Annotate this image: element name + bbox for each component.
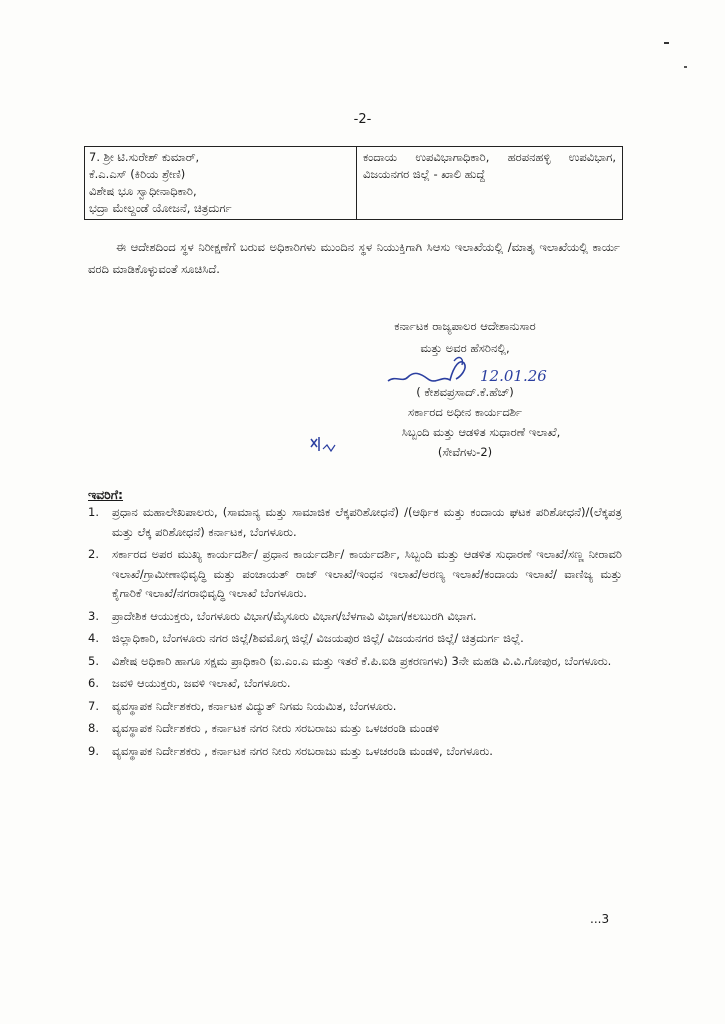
list-item: 1. ಪ್ರಧಾನ ಮಹಾಲೇಖಪಾಲರು, (ಸಾಮಾನ್ಯ ಮತ್ತು ಸಾಮಾಜಿಕ ಲೆಕ್ಕಪರಿಶೋಧನೆ) /(ಆರ್ಥಿಕ ಮತ್ತು ಕಂದಾಯ ಘಟಕ ಪರಿಶೋಧನೆ)/(ಲೆಕ್ಕಪತ್ರ ಮತ್ತು ಲೆಕ್ಕ ಪರಿಶೋಧನೆ) ಕರ್ನಾಟಕ, ಬೆಂಗಳೂರು. bbox=[88, 505, 622, 539]
officer-line-4: ಭದ್ರಾ ಮೇಲ್ದಂಡೆ ಯೋಜನೆ, ಚಿತ್ರದುರ್ಗ bbox=[89, 201, 232, 215]
recipients-list bbox=[88, 503, 622, 764]
list-item: 9. ವ್ಯವಸ್ಥಾಪಕ ನಿರ್ದೇಶಕರು , ಕರ್ನಾಟಕ ನಗರ ನೀರು ಸರಬರಾಜು ಮತ್ತು ಒಳಚರಂಡಿ ಮಂಡಳಿ, ಬೆಂಗಳೂರು. bbox=[88, 743, 493, 758]
list-item: 4. ಜಿಲ್ಲಾಧಿಕಾರಿ, ಬೆಂಗಳೂರು ನಗರ ಜಿಲ್ಲೆ/ಶಿವಮೊಗ್ಗ ಜಿಲ್ಲೆ/ ವಿಜಯಪುರ ಜಿಲ್ಲೆ/ ವಿಜಯನಗರ ಜಿಲ್ಲೆ/ ಚಿತ್ರದುರ್ಗ ಜಿಲ್ಲೆ. bbox=[88, 631, 524, 645]
officer-line-2: ಕೆ.ಎ.ಎಸ್ (ಕಿರಿಯ ಶ್ರೇಣಿ) bbox=[89, 167, 186, 181]
order-paragraph: ಈ ಆದೇಶದಿಂದ ಸ್ಥಳ ನಿರೀಕ್ಷಣೆಗೆ ಬರುವ ಅಧಿಕಾರಿಗಳು ಮುಂದಿನ ಸ್ಥಳ ನಿಯುಕ್ತಿಗಾಗಿ ಸಿಆಸು ಇಲಾಖೆಯಲ್ಲಿ /ಮಾತೃ ಇಲಾಖೆಯಲ್ಲಿ ಕಾರ್ಯ ವರದಿ ಮಾಡಿಕೊಳ್ಳುವಂತೆ ಸೂಚಿಸಿದೆ. bbox=[88, 240, 620, 276]
scan-speck bbox=[664, 42, 669, 44]
officer-cell bbox=[85, 147, 357, 219]
signature-line-1: ಕರ್ನಾಟಕ ರಾಜ್ಯಪಾಲರ ಆದೇಶಾನುಸಾರ bbox=[394, 319, 536, 333]
continued-marker: ...3 bbox=[590, 912, 610, 926]
signatory-designation: ಸರ್ಕಾರದ ಅಧೀನ ಕಾರ್ಯದರ್ಶಿ bbox=[407, 405, 523, 419]
officer-line-1: 7. ಶ್ರೀ ಟಿ.ಸುರೇಶ್ ಕುಮಾರ್, bbox=[89, 150, 200, 164]
signature-date: 12.01.26 bbox=[480, 367, 547, 385]
list-item: 5. ವಿಶೇಷ ಅಧಿಕಾರಿ ಹಾಗೂ ಸಕ್ಷಮ ಪ್ರಾಧಿಕಾರಿ (ಐ.ಎಂ.ಎ ಮತ್ತು ಇತರೆ ಕೆ.ಪಿ.ಐಡಿ ಪ್ರಕರಣಗಳು) 3ನೇ ಮಹಡಿ ವಿ.ವಿ.ಗೋಪುರ, ಬೆಂಗಳೂರು. bbox=[88, 653, 612, 668]
signatory-department: ಸಿಬ್ಬಂದಿ ಮತ್ತು ಆಡಳಿತ ಸುಧಾರಣೆ ಇಲಾಖೆ, bbox=[401, 425, 561, 439]
list-item: 7. ವ್ಯವಸ್ಥಾಪಕ ನಿರ್ದೇಶಕರು, ಕರ್ನಾಟಕ ವಿದ್ಯುತ್ ನಿಗಮ ನಿಯಮಿತ, ಬೆಂಗಳೂರು. bbox=[88, 698, 397, 713]
list-item: 2. ಸರ್ಕಾರದ ಅಪರ ಮುಖ್ಯ ಕಾರ್ಯದರ್ಶಿ/ ಪ್ರಧಾನ ಕಾರ್ಯದರ್ಶಿ/ ಕಾರ್ಯದರ್ಶಿ, ಸಿಬ್ಬಂದಿ ಮತ್ತು ಆಡಳಿತ ಸುಧಾರಣೆ ಇಲಾಖೆ/ಸಣ್ಣ ನೀರಾವರಿ ಇಲಾಖೆ/ಗ್ರಾಮೀಣಾಭಿವೃದ್ಧಿ ಮತ್ತು ಪಂಚಾಯತ್ ರಾಜ್ ಇಲಾಖೆ/ಇಂಧನ ಇಲಾಖೆ/ಅರಣ್ಯ ಇಲಾಖೆ/ಕಂದಾಯ ಇಲಾಖೆ/ ವಾಣಿಜ್ಯ ಮತ್ತು ಕೈಗಾರಿಕೆ ಇಲಾಖೆ/ನಗರಾಭಿವೃದ್ಧಿ ಇಲಾಖೆ ಬೆಂಗಳೂರು. bbox=[88, 547, 622, 600]
recipients-heading: ಇವರಿಗೆ: bbox=[88, 487, 124, 502]
posting-cell: ಕಂದಾಯ ಉಪವಿಭಾಗಾಧಿಕಾರಿ, ಹರಪನಹಳ್ಳಿ ಉಪವಿಭಾಗ, ವಿಜಯನಗರ ಜಿಲ್ಲೆ - ಖಾಲಿ ಹುದ್ದೆ bbox=[363, 150, 616, 181]
initial-mark bbox=[307, 431, 343, 455]
posting-table bbox=[84, 146, 623, 220]
page-number: -2- bbox=[353, 112, 372, 127]
signatory-name: ( ಕೇಶವಪ್ರಸಾದ್.ಕೆ.ಹೆಚ್) bbox=[416, 385, 514, 399]
signatory-section: (ಸೇವೆಗಳು-2) bbox=[437, 445, 493, 459]
list-item: 6. ಜವಳಿ ಆಯುಕ್ತರು, ಜವಳಿ ಇಲಾಖೆ, ಬೆಂಗಳೂರು. bbox=[88, 676, 291, 690]
officer-line-3: ವಿಶೇಷ ಭೂ ಸ್ವಾಧೀನಾಧಿಕಾರಿ, bbox=[89, 184, 197, 198]
list-item: 3. ಪ್ರಾದೇಶಿಕ ಆಯುಕ್ತರು, ಬೆಂಗಳೂರು ವಿಭಾಗ/ಮೈಸೂರು ವಿಭಾಗ/ಬೆಳಗಾವಿ ವಿಭಾಗ/ಕಲಬುರಗಿ ವಿಭಾಗ. bbox=[88, 608, 477, 623]
signature-line-2: ಮತ್ತು ಅವರ ಹೆಸರಿನಲ್ಲಿ, bbox=[420, 341, 510, 355]
serial-number: 7. bbox=[89, 150, 100, 164]
list-item: 8. ವ್ಯವಸ್ಥಾಪಕ ನಿರ್ದೇಶಕರು , ಕರ್ನಾಟಕ ನಗರ ನೀರು ಸರಬರಾಜು ಮತ್ತು ಒಳಚರಂಡಿ ಮಂಡಳಿ bbox=[88, 721, 440, 735]
scan-speck bbox=[684, 66, 687, 68]
